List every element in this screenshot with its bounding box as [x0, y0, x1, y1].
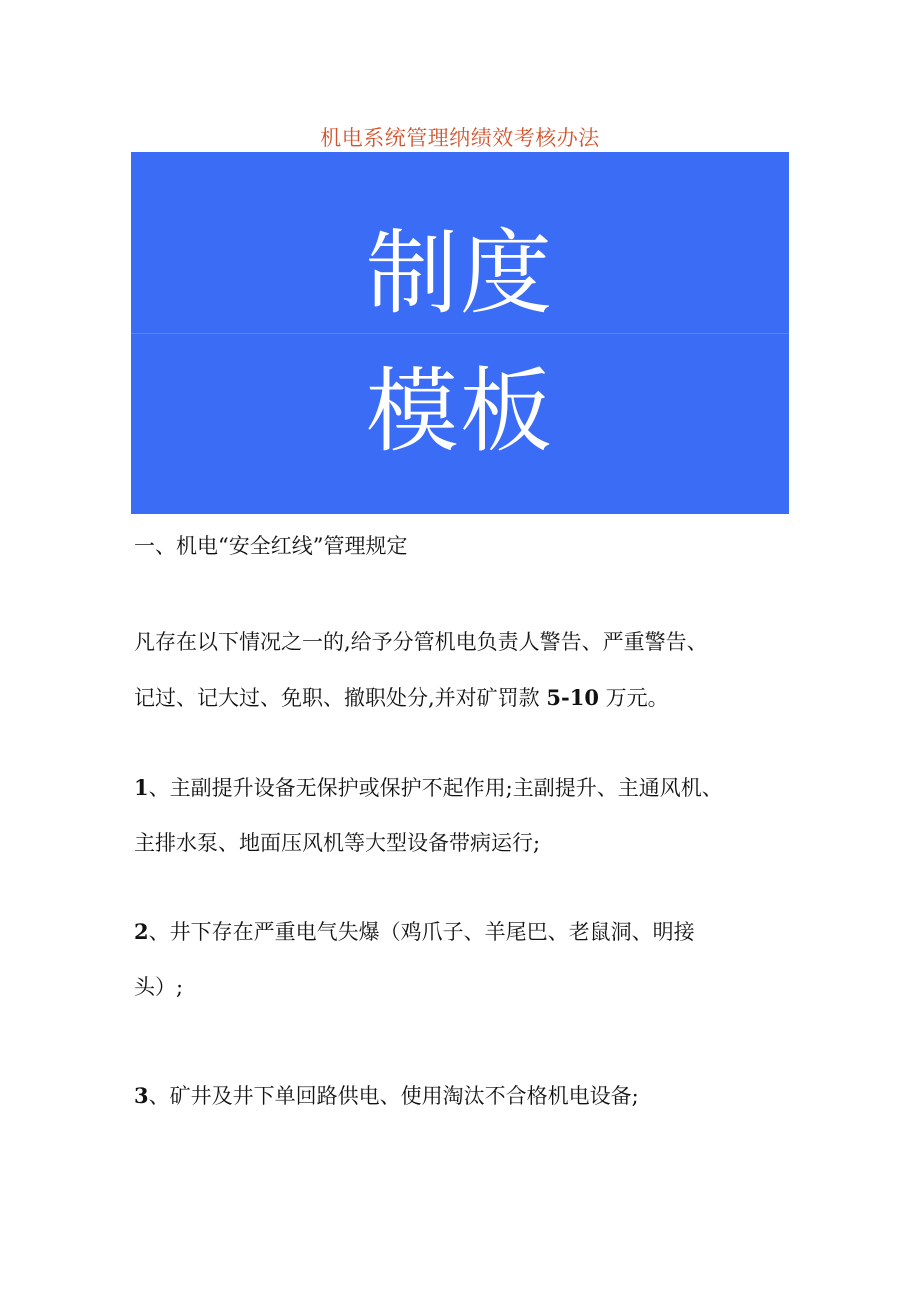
list-item [134, 760, 794, 871]
document-title: 机电系统管理纳绩效考核办法 [320, 126, 600, 150]
section-heading: 一、机电“安全红线”管理规定 [134, 534, 408, 558]
banner-divider [131, 333, 789, 334]
list-item-text: 、井下存在严重电气失爆（鸡爪子、羊尾巴、老鼠洞、明接 [148, 920, 695, 944]
fine-amount: 5-10 [546, 685, 599, 710]
banner-word-template: 模板 [365, 358, 554, 465]
list-item-line-1 [134, 1068, 794, 1124]
intro-paragraph [134, 615, 794, 726]
banner-word-system: 制度 [365, 220, 554, 327]
list-item [134, 1068, 794, 1124]
intro-line-2 [134, 670, 794, 726]
list-item-number: 2 [134, 919, 149, 944]
intro-line-1: 凡存在以下情况之一的,给予分管机电负责人警告、严重警告、 [134, 630, 708, 654]
intro-line-2-text: 记过、记大过、免职、撤职处分,并对矿罚款 [134, 686, 540, 710]
list-item-line-1 [134, 760, 794, 816]
template-banner [131, 152, 789, 514]
list-item-line-2: 主排水泵、地面压风机等大型设备带病运行; [134, 831, 541, 855]
list-item-text: 、矿井及井下单回路供电、使用淘汰不合格机电设备; [148, 1084, 639, 1108]
list-item-text: 、主副提升设备无保护或保护不起作用;主副提升、主通风机、 [148, 776, 723, 800]
intro-line-2-unit: 万元。 [605, 686, 669, 710]
list-item-number: 3 [134, 1083, 149, 1108]
list-item-line-2: 头）; [134, 975, 184, 999]
list-item-line-1 [134, 904, 794, 960]
list-item [134, 904, 794, 1015]
list-item-number: 1 [134, 775, 149, 800]
